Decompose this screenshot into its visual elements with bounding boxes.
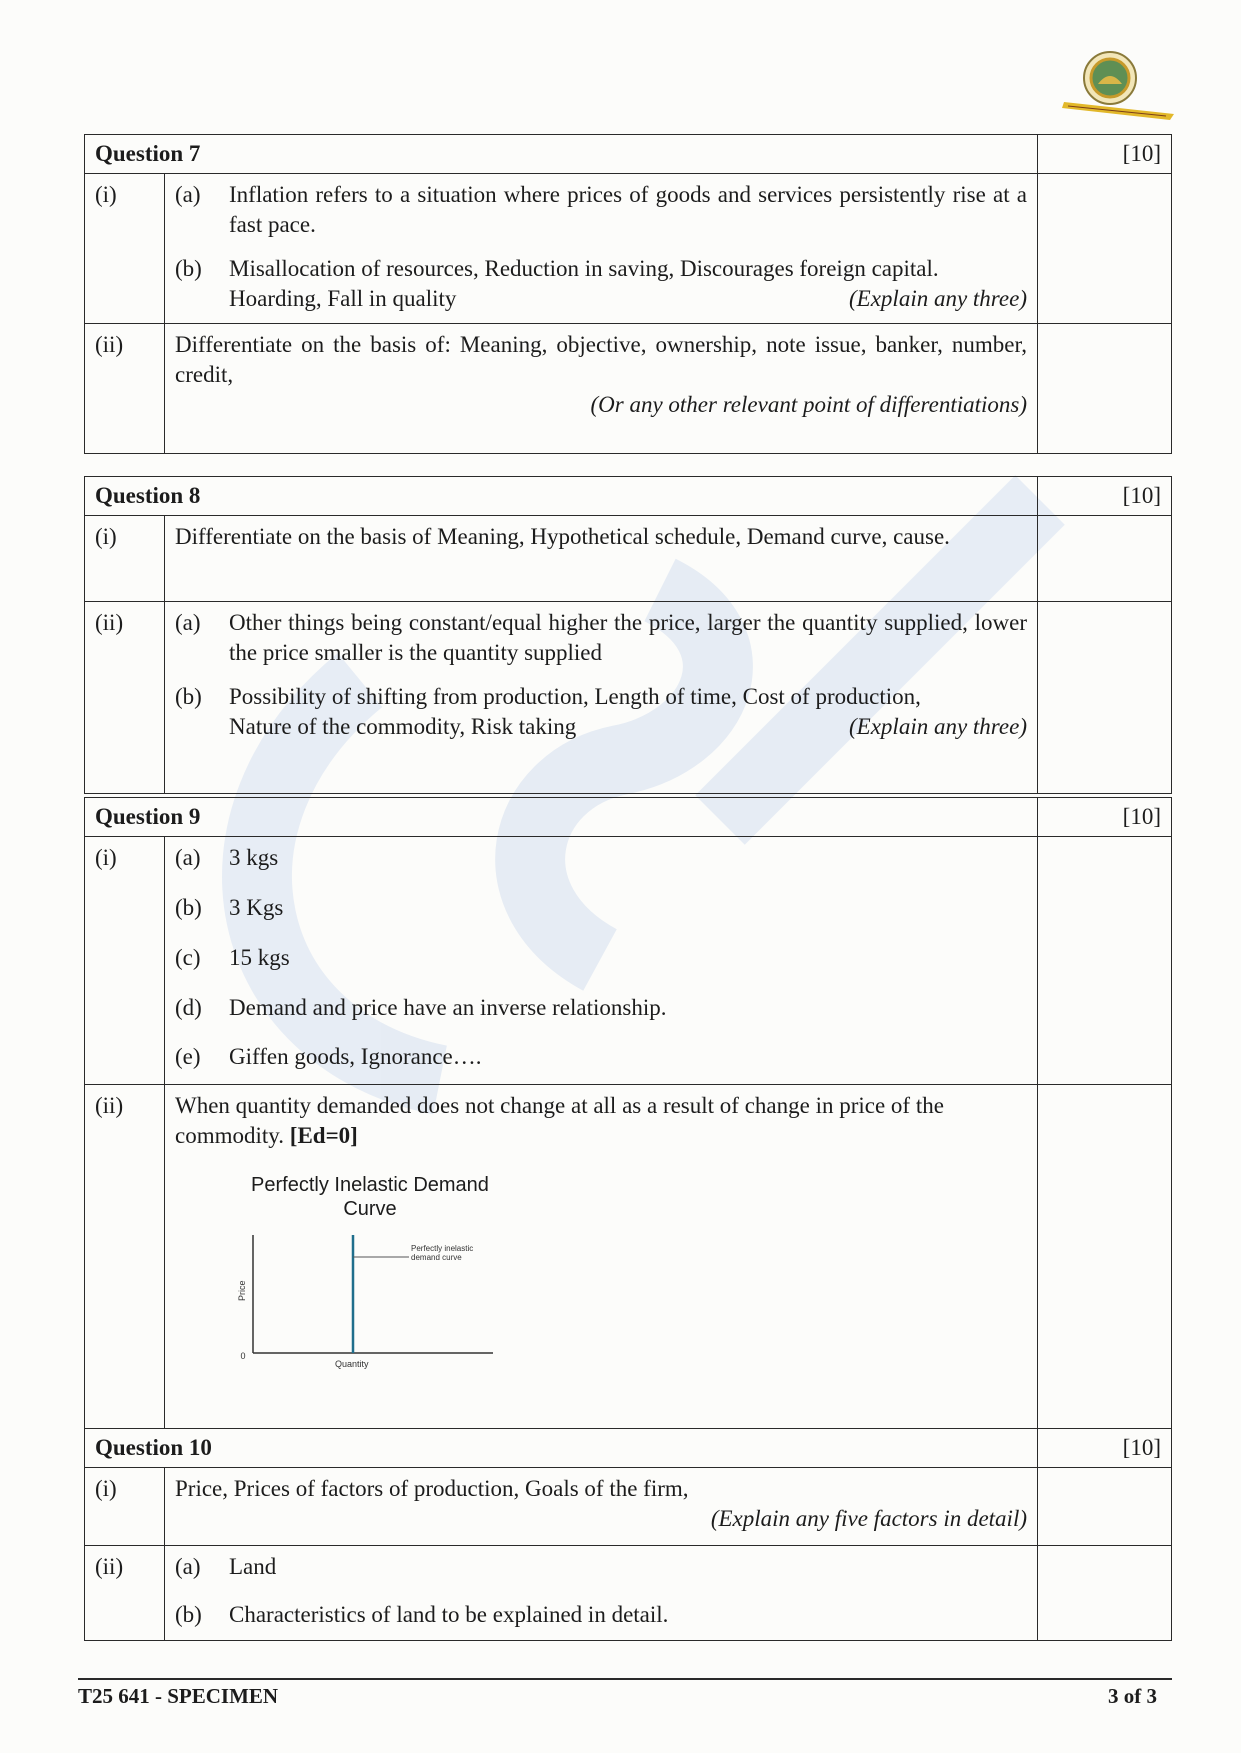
- sub-text: Land: [229, 1553, 277, 1579]
- question-title: Question 9: [85, 798, 1038, 837]
- sub-text: Giffen goods, Ignorance….: [229, 1044, 482, 1070]
- origin-label: 0: [240, 1350, 246, 1361]
- question-10-table: [84, 1428, 1172, 1641]
- instruction-note: (Explain any three): [849, 713, 1027, 739]
- annotation-label-line1: Perfectly inelastic: [411, 1243, 474, 1253]
- sub-label: (b): [175, 1601, 202, 1627]
- marks-cell: [1038, 1084, 1172, 1428]
- answer-cell: [165, 836, 1038, 1084]
- sub-answer: [175, 943, 1027, 973]
- paper-code: T25 641 - SPECIMEN: [78, 1684, 279, 1708]
- answer-row: [85, 1084, 1172, 1428]
- question-title: Question 8: [85, 477, 1038, 516]
- sub-label: (b): [175, 683, 202, 709]
- part-label: (ii): [85, 601, 165, 793]
- sub-text-line2: Nature of the commodity, Risk taking: [229, 713, 577, 739]
- sub-answer: [175, 1600, 1027, 1630]
- sub-answer: [175, 682, 1027, 742]
- question-9-table: [84, 797, 1172, 1429]
- marks-cell: [1038, 173, 1172, 324]
- question-marks: [10]: [1038, 477, 1172, 516]
- sub-answer: [175, 608, 1027, 668]
- part-label: (ii): [85, 324, 165, 454]
- question-header: [85, 798, 1172, 837]
- part-label: (i): [85, 173, 165, 324]
- sub-answer: [175, 843, 1027, 873]
- sub-text: 15 kgs: [229, 944, 290, 970]
- sub-text: [229, 682, 1027, 742]
- chart-title-line2: Curve: [343, 1197, 397, 1220]
- sub-text: Demand and price have an inverse relationship.: [229, 994, 667, 1020]
- part-label: (ii): [85, 1545, 165, 1640]
- marks-cell: [1038, 1545, 1172, 1640]
- sub-text-line: Misallocation of resources, Reduction in saving, Discourages foreign capital.: [229, 255, 939, 281]
- sub-label: (a): [175, 181, 201, 207]
- answer-row: [85, 324, 1172, 454]
- sub-text-line: Possibility of shifting from production, Length of time, Cost of production,: [229, 683, 921, 709]
- question-marks: [10]: [1038, 1429, 1172, 1468]
- question-header: [85, 1429, 1172, 1468]
- answer-text: Differentiate on the basis of Meaning, Hypothetical schedule, Demand curve, cause.: [165, 515, 1038, 601]
- answer-row: [85, 601, 1172, 793]
- cisce-logo: [1058, 48, 1178, 126]
- marks-cell: [1038, 1467, 1172, 1545]
- part-label: (i): [85, 836, 165, 1084]
- question-header: [85, 135, 1172, 174]
- question-header: [85, 477, 1172, 516]
- sub-text: Characteristics of land to be explained in detail.: [229, 1601, 669, 1627]
- sub-label: (c): [175, 944, 201, 970]
- x-axis-label: Quantity: [335, 1358, 369, 1369]
- answer-row: [85, 836, 1172, 1084]
- answer-cell: [165, 173, 1038, 324]
- sub-text: 3 kgs: [229, 844, 279, 870]
- demand-curve-figure: [225, 1173, 515, 1387]
- instruction-note: (Explain any five factors in detail): [710, 1505, 1027, 1531]
- answer-cell: [165, 1545, 1038, 1640]
- sub-text-line: [229, 712, 1027, 742]
- sub-text: [229, 254, 1027, 314]
- question-title: Question 10: [85, 1429, 1038, 1468]
- answer-cell: [165, 1467, 1038, 1545]
- marks-cell: [1038, 601, 1172, 793]
- perfectly-inelastic-demand-chart: [225, 1221, 515, 1379]
- sub-label: (a): [175, 609, 201, 635]
- sub-text-line: [229, 284, 1027, 314]
- annotation-label-line2: demand curve: [411, 1252, 462, 1262]
- question-8-table: [84, 476, 1172, 794]
- part-label: (i): [85, 1467, 165, 1545]
- answer-text: Price, Prices of factors of production, Goals of the firm,: [175, 1475, 689, 1501]
- chart-title-line1: Perfectly Inelastic Demand: [251, 1173, 489, 1196]
- question-7-table: [84, 134, 1172, 454]
- sub-label: (e): [175, 1044, 201, 1070]
- sub-answer: [175, 1552, 1027, 1582]
- instruction-note: (Or any other relevant point of differentiations): [590, 392, 1027, 418]
- answer-row: [85, 515, 1172, 601]
- marks-cell: [1038, 324, 1172, 454]
- elasticity-value: [Ed=0]: [289, 1122, 358, 1148]
- sub-answer: [175, 254, 1027, 314]
- sub-text: Other things being constant/equal higher the price, larger the quantity supplied, lower the price smaller is the quantity supplied: [229, 609, 1027, 665]
- sub-answer: [175, 993, 1027, 1023]
- part-label: (ii): [85, 1084, 165, 1428]
- marks-cell: [1038, 515, 1172, 601]
- sub-label: (a): [175, 844, 201, 870]
- sub-label: (b): [175, 894, 202, 920]
- answer-row: [85, 1467, 1172, 1545]
- sub-answer: [175, 893, 1027, 923]
- answer-cell: [165, 601, 1038, 793]
- sub-label: (d): [175, 994, 202, 1020]
- question-title: Question 7: [85, 135, 1038, 174]
- sub-answer: [175, 180, 1027, 240]
- answer-cell: [165, 1084, 1038, 1428]
- answer-text-body: When quantity demanded does not change at all as a result of change in price of the commodity.: [175, 1092, 944, 1148]
- part-label: (i): [85, 515, 165, 601]
- question-marks: [10]: [1038, 135, 1172, 174]
- sub-label: (a): [175, 1553, 201, 1579]
- sub-text: Inflation refers to a situation where prices of goods and services persistently rise at a fast pace.: [229, 181, 1027, 237]
- y-axis-label: Price: [237, 1280, 247, 1301]
- answer-cell: [165, 324, 1038, 454]
- sub-answer: [175, 1042, 1027, 1072]
- question-marks: [10]: [1038, 798, 1172, 837]
- answer-row: [85, 173, 1172, 324]
- page-number: 3 of 3: [1108, 1684, 1157, 1708]
- answer-row: [85, 1545, 1172, 1640]
- sub-label: (b): [175, 255, 202, 281]
- sub-text: 3 Kgs: [229, 894, 284, 920]
- answer-text: [175, 1091, 1027, 1151]
- footer-rule: [78, 1678, 1172, 1680]
- sub-text-line2: Hoarding, Fall in quality: [229, 285, 457, 311]
- instruction-note: (Explain any three): [849, 285, 1027, 311]
- answer-text: Differentiate on the basis of: Meaning, objective, ownership, note issue, banker, number, credit,: [175, 332, 1027, 388]
- marks-cell: [1038, 836, 1172, 1084]
